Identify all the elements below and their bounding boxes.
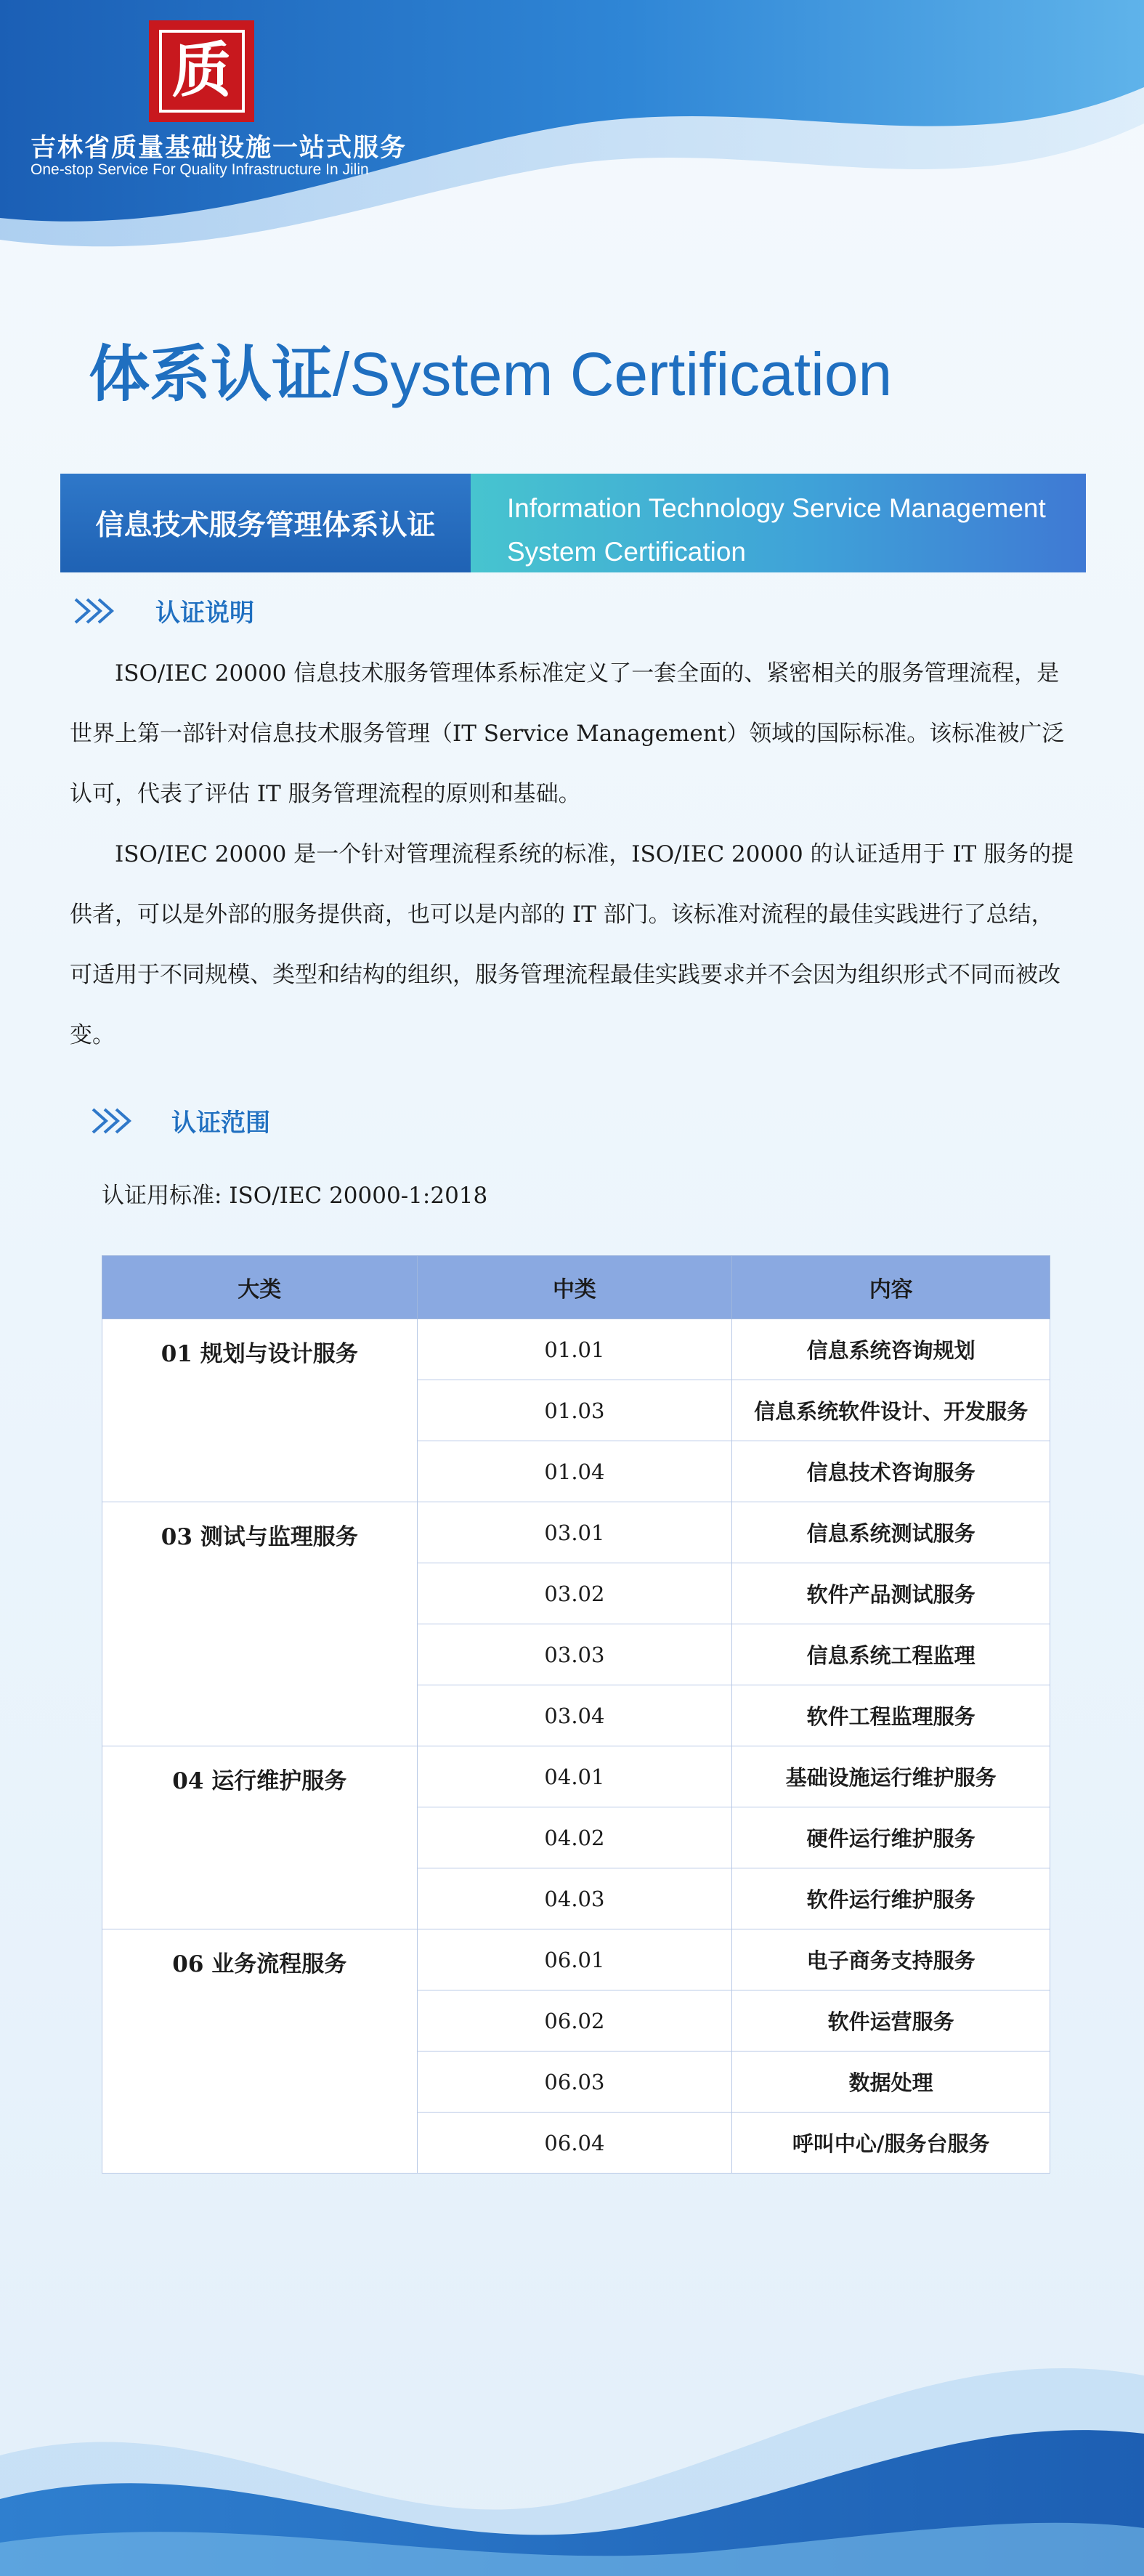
page-title-en: System Certification <box>349 340 893 408</box>
content-cell: 信息系统软件设计、开发服务 <box>732 1380 1050 1441</box>
category-cell: 04 运行维护服务 <box>102 1746 418 1929</box>
category-cell: 03 测试与监理服务 <box>102 1502 418 1746</box>
header-subcategory: 中类 <box>417 1256 732 1319</box>
category-cell: 06 业务流程服务 <box>102 1929 418 2174</box>
code-cell: 03.03 <box>417 1624 732 1685</box>
code-cell: 03.04 <box>417 1685 732 1746</box>
code-cell: 06.01 <box>417 1929 732 1990</box>
table-row <box>102 1319 1050 1380</box>
content-cell: 基础设施运行维护服务 <box>732 1746 1050 1807</box>
table-row <box>102 1502 1050 1563</box>
certification-standard: 认证用标准: ISO/IEC 20000-1:2018 <box>102 1183 488 1209</box>
section-heading-scope <box>90 1103 270 1138</box>
code-cell: 01.04 <box>417 1441 732 1502</box>
logo-glyph: 质 <box>171 36 232 105</box>
content-cell: 信息系统测试服务 <box>732 1502 1050 1563</box>
header-content: 内容 <box>732 1256 1050 1319</box>
code-cell: 01.03 <box>417 1380 732 1441</box>
category-cell: 01 规划与设计服务 <box>102 1319 418 1502</box>
banner-title-en-line2: System Certification <box>507 537 746 567</box>
section-label-scope: 认证范围 <box>171 1109 270 1138</box>
content-cell: 数据处理 <box>732 2052 1050 2113</box>
code-cell: 03.02 <box>417 1563 732 1624</box>
content-cell: 信息技术咨询服务 <box>732 1441 1050 1502</box>
logo <box>149 20 254 122</box>
content-cell: 信息系统工程监理 <box>732 1624 1050 1685</box>
page-title-cn: 体系认证 <box>89 339 333 410</box>
code-cell: 06.02 <box>417 1990 732 2052</box>
banner-title-cn: 信息技术服务管理体系认证 <box>60 474 471 572</box>
content-cell: 软件运营服务 <box>732 1990 1050 2052</box>
table-header-row <box>102 1256 1050 1319</box>
section-label-description: 认证说明 <box>155 599 254 628</box>
content-cell: 软件产品测试服务 <box>732 1563 1050 1624</box>
code-cell: 03.01 <box>417 1502 732 1563</box>
brand-name-en: One-stop Service For Quality Infrastructure In Jilin <box>31 161 369 178</box>
code-cell: 01.01 <box>417 1319 732 1380</box>
content-cell: 软件运行维护服务 <box>732 1868 1050 1929</box>
code-cell: 04.01 <box>417 1746 732 1807</box>
code-cell: 04.02 <box>417 1807 732 1868</box>
code-cell: 06.04 <box>417 2113 732 2174</box>
section-heading-description <box>73 593 254 628</box>
content-cell: 硬件运行维护服务 <box>732 1807 1050 1868</box>
code-cell: 06.03 <box>417 2052 732 2113</box>
certification-banner <box>60 474 1086 572</box>
banner-title-en-line1: Information Technology Service Management <box>507 493 1046 523</box>
content-cell: 电子商务支持服务 <box>732 1929 1050 1990</box>
content-cell: 软件工程监理服务 <box>732 1685 1050 1746</box>
bottom-wave-decoration <box>0 2310 1144 2576</box>
header-category: 大类 <box>102 1256 418 1319</box>
description-paragraph-1: ISO/IEC 20000 信息技术服务管理体系标准定义了一套全面的、紧密相关的服务管理流程，是世界上第一部针对信息技术服务管理（IT Service Management）领域的国际标准。该标准被广泛认可，代表了评估 IT 服务管理流程的原则和基础。 <box>70 660 1065 807</box>
code-cell: 04.03 <box>417 1868 732 1929</box>
page-title-sep: / <box>333 340 350 408</box>
page-title <box>89 325 892 413</box>
double-chevron-icon <box>90 1106 135 1135</box>
double-chevron-icon <box>73 596 118 625</box>
table-row <box>102 1746 1050 1807</box>
description-paragraph-2: ISO/IEC 20000 是一个针对管理流程系统的标准，ISO/IEC 20000 的认证适用于 IT 服务的提供者，可以是外部的服务提供商，也可以是内部的 IT 部门。该标准对流程的最佳实践进行了总结，可适用于不同规模、类型和结构的组织，服务管理流程最佳实践要求并不会因为组织形式不同而被改变。 <box>70 841 1074 1048</box>
content-cell: 信息系统咨询规划 <box>732 1319 1050 1380</box>
brand-name-cn: 吉林省质量基础设施一站式服务 <box>31 134 407 163</box>
scope-table <box>102 1255 1050 2174</box>
banner-title-en <box>471 474 1086 572</box>
table-row <box>102 1929 1050 1990</box>
content-cell: 呼叫中心/服务台服务 <box>732 2113 1050 2174</box>
